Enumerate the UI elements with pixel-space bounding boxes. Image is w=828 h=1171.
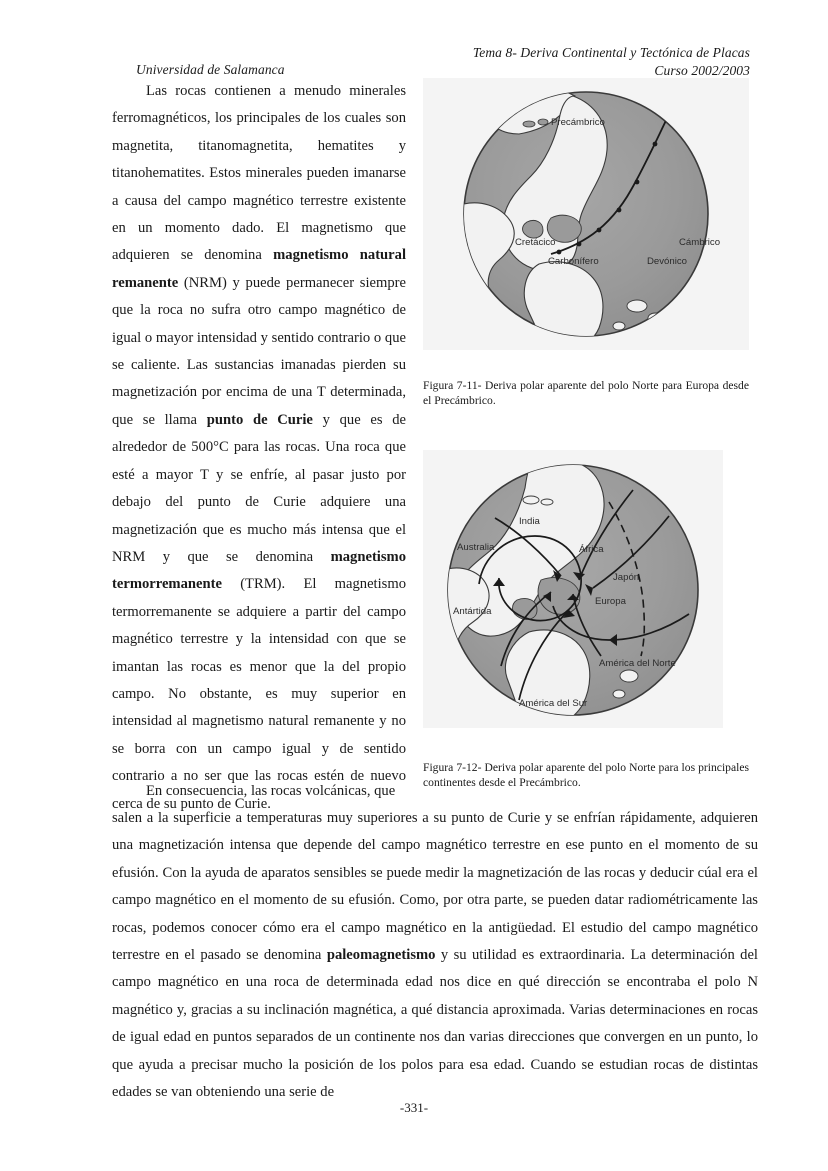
figure-label-carbonifero: Carbonífero (548, 256, 599, 267)
figure-7-12-image (423, 450, 723, 728)
globe-europe-diagram (423, 78, 749, 350)
text-run: (NRM) y puede permanecer siempre que la roca no sufra otro campo magnético de igual o mayor intensidad y sentido contrario o que se caliente. Las sustancias imanadas pierden su magnetización por encima de una T determinada, que se llama (112, 274, 406, 428)
term-magnetismo-natural-remanente: magnetismo natural remanente (112, 247, 407, 291)
figure-7-11-image (423, 78, 749, 350)
figure-7-11-caption: Figura 7-11- Deriva polar aparente del polo Norte para Europa desde el Precámbrico. (423, 379, 749, 407)
text-run: y que es de alrededor de 500°C para las rocas. Una roca que esté a mayor T y se enfríe, al pasar justo por debajo del punto de Curie adquiere una magnetización que es mucho más intensa que el NRM y que se denomina (112, 411, 407, 565)
running-head-institution: Universidad de Salamanca (136, 62, 285, 77)
text-run: Las rocas contienen a menudo minerales ferromagnéticos, los principales de los cuales son magnetita, titanomagnetita, hematites y titanohematites. Estos minerales pueden imanarse a causa del campo magnético terrestre existente en un momento dado. El magnetismo que adquieren se denomina (112, 83, 406, 264)
running-head-topic: Tema 8- Deriva Continental y Tectónica de Placas (472, 45, 750, 60)
body-column-left (112, 78, 406, 818)
term-paleomagnetismo: paleomagnetismo (326, 947, 436, 964)
term-magnetismo-termorremanente: magnetismo termorremanente (112, 548, 406, 593)
figure-label-devonico: Devónico (647, 256, 687, 267)
figure-label-cambrico: Cámbrico (679, 237, 721, 248)
figure-label-japon: Japón (613, 572, 640, 583)
figure-label-cretacico: Cretácico (515, 237, 556, 248)
globe-continents-diagram (423, 450, 723, 728)
figure-label-america-del-norte: América del Norte (599, 658, 676, 669)
body-column-full (112, 805, 758, 1106)
term-punto-de-curie: punto de Curie (206, 411, 313, 428)
paragraph-consecuencia-body (112, 805, 758, 1106)
figure-7-12-caption: Figura 7-12- Deriva polar aparente del polo Norte para los principales continentes desde el Precámbrico. (423, 761, 749, 789)
figure-label-antartida: Antártida (453, 606, 492, 617)
running-head-year: Curso 2002/2003 (654, 63, 750, 78)
figure-label-india: India (519, 516, 540, 527)
paragraph-magnetismo (112, 78, 406, 818)
paragraph-consecuencia-lead: En consecuencia, las rocas volcánicas, que (146, 783, 396, 799)
figure-label-europa: Europa (595, 596, 626, 607)
running-head-course (473, 44, 750, 80)
text-run: salen a la superficie a temperaturas muy superiores a su punto de Curie y se enfrían rápidamente, adquieren una magnetización intensa que depende del campo magnético terrestre en ese punto en el momento de su efusión. Con la ayuda de aparatos sensibles se puede medir la magnetización de las rocas y deducir cúal era el campo magnético en el momento de su efusión. Como, por otra parte, se pueden datar radiométricamente las rocas, podemos conocer cómo era el campo magnético en la antigüedad. El estudio del campo magnético terrestre en el pasado se denomina (112, 810, 758, 964)
text-run: (TRM). El magnetismo termorremanente se adquiere a partir del campo magnético terrestre y la intensidad con que se imantan las rocas es menor que la del propio campo. No obstante, es muy superior en intensidad al magnetismo natural remanente y no se borra con un campo igual y de sentido contrario a no ser que las rocas estén de nuevo cerca de su punto de Curie. (112, 576, 406, 812)
running-head (112, 44, 750, 82)
figure-label-australia: Australia (457, 542, 495, 553)
text-run: y su utilidad es extraordinaria. La determinación del campo magnético en una roca de determinada edad nos dice en qué dirección se encontraba el polo N magnético y, gracias a su inclinación magnética, a qué distancia aproximada. Varias determinaciones en rocas de igual edad en puntos separados de un continente nos dan varias direcciones que convergen en un punto, lo que ayuda a precisar mucho la posición de los polos para esa edad. Cuando se estudian rocas de distintas edades se van obteniendo una serie de (112, 947, 758, 1101)
figure-label-africa: África (579, 544, 604, 555)
figure-label-precambrico: Precámbrico (551, 117, 605, 128)
figure-label-america-del-sur: América del Sur (519, 698, 588, 709)
page-number: -331- (399, 1100, 429, 1115)
